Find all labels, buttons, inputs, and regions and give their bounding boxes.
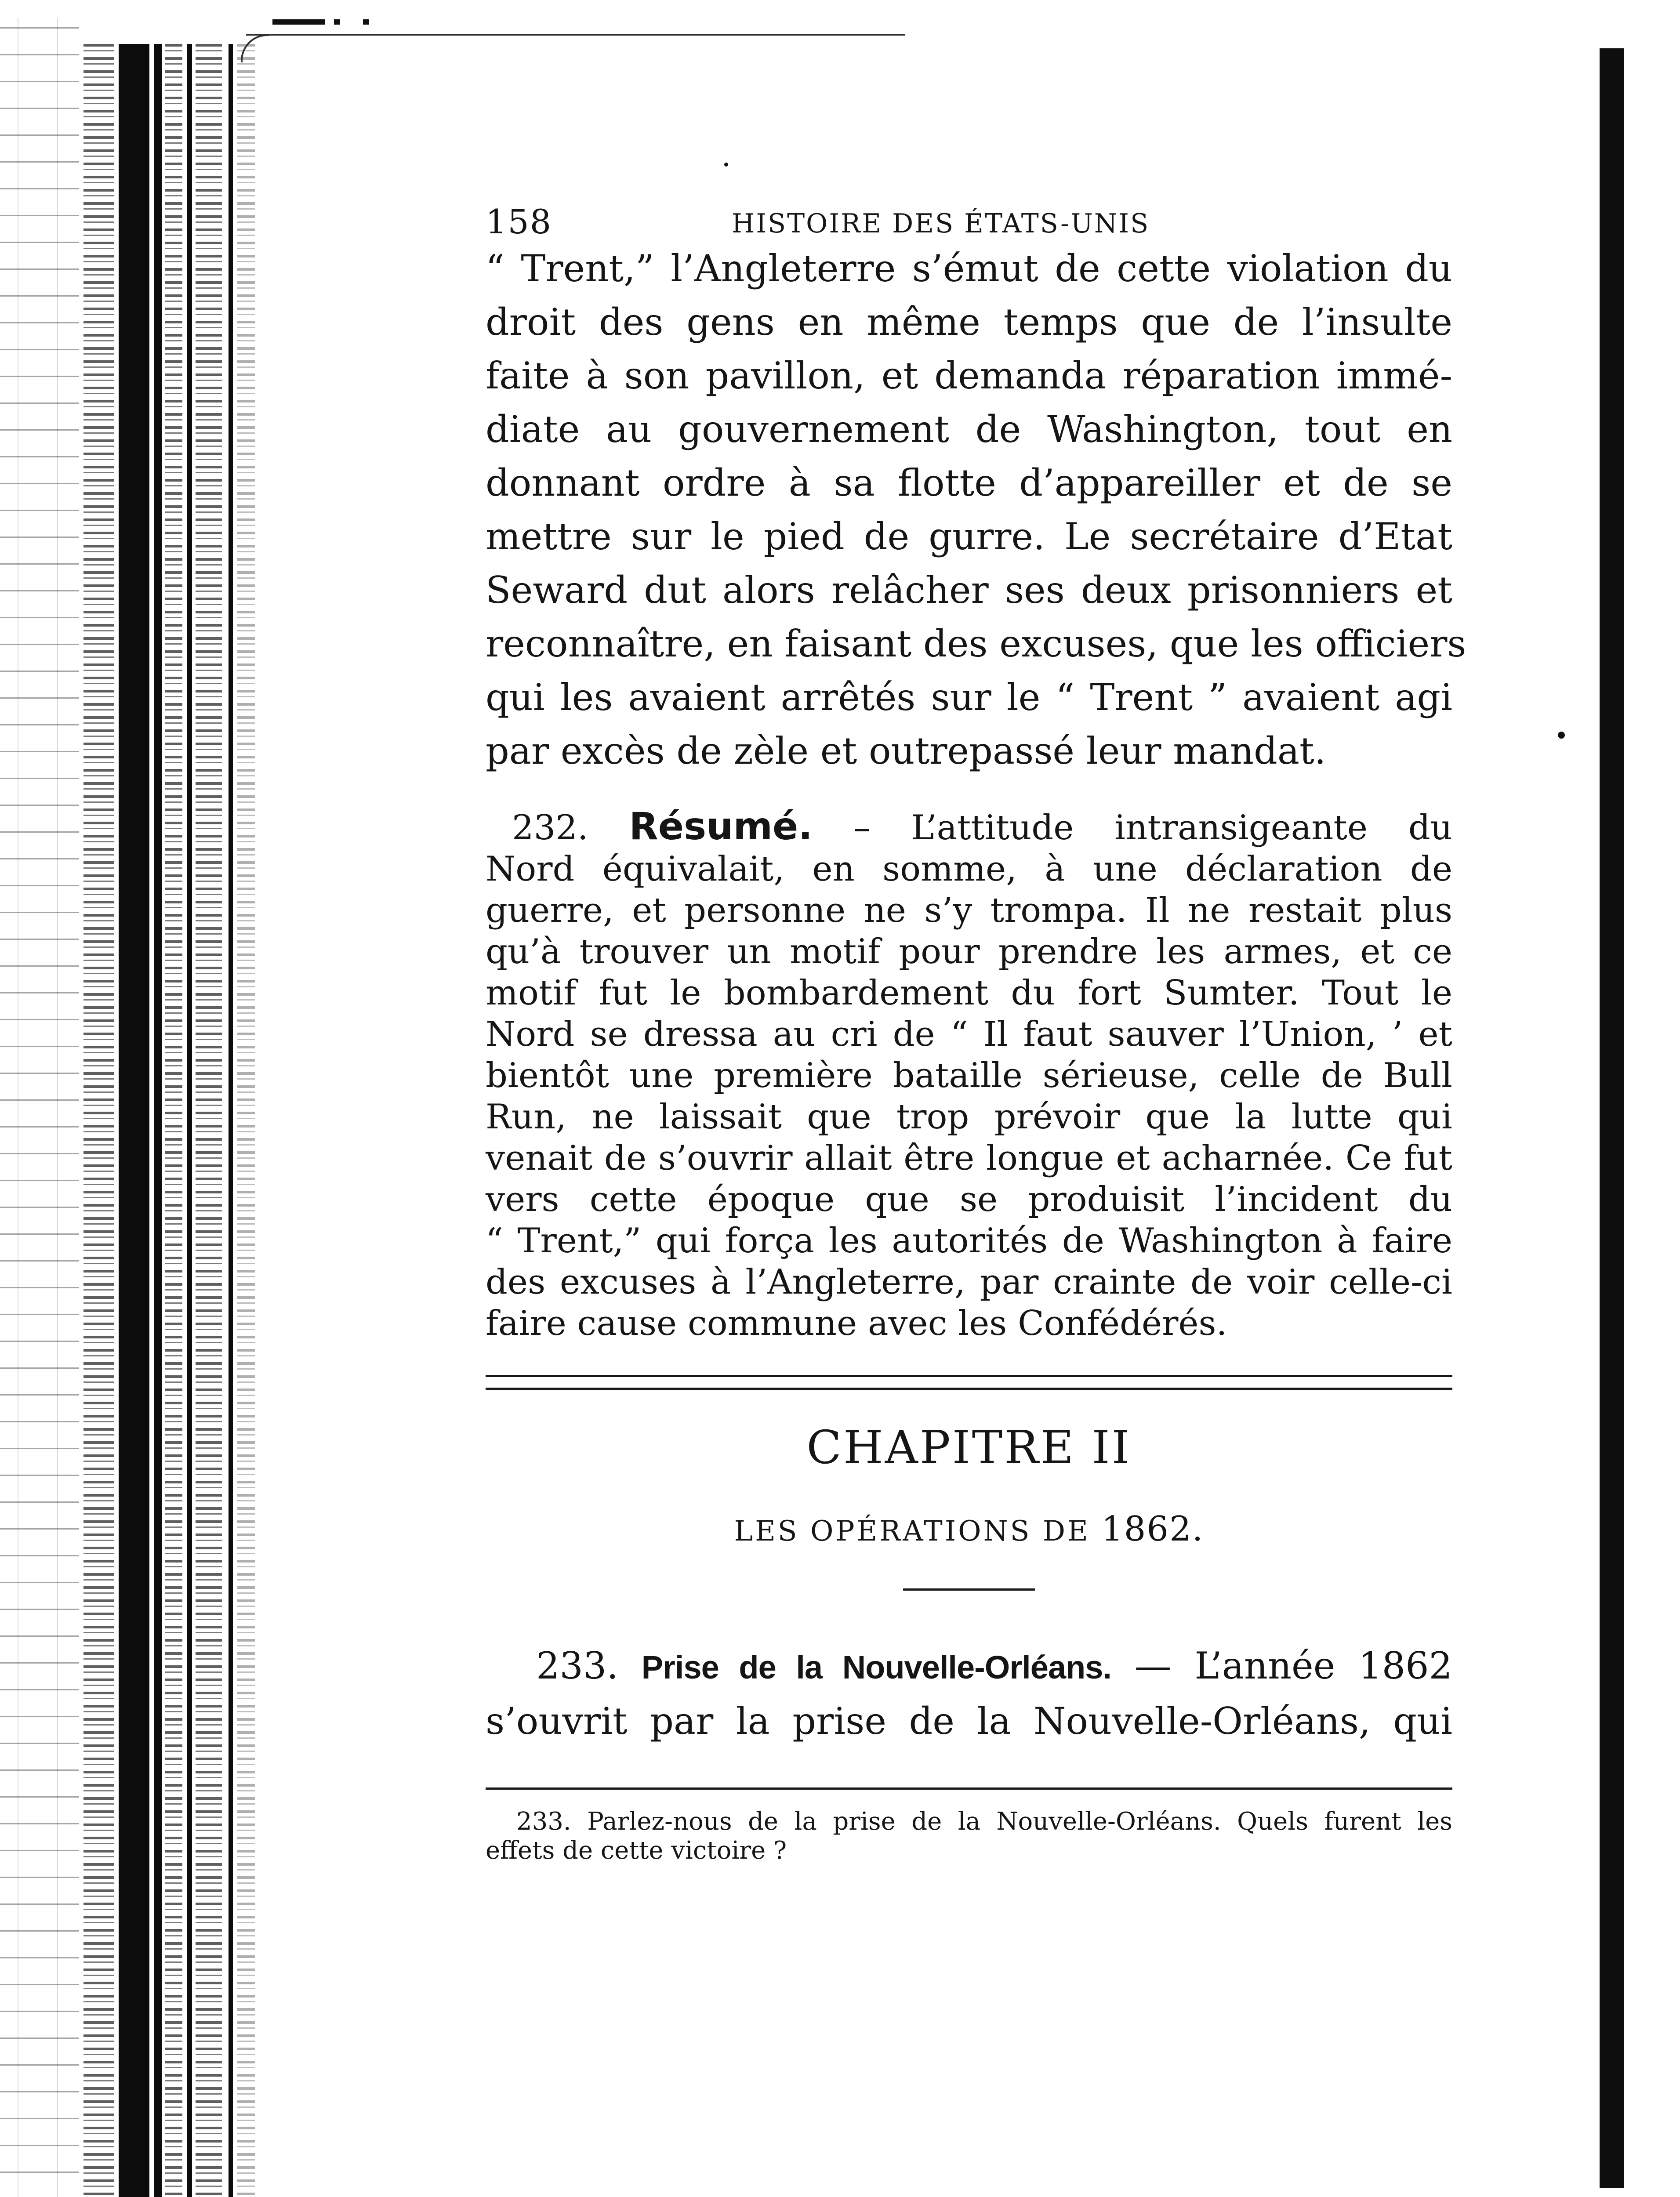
- text-run: – L’attitude intransigeante du: [853, 808, 1453, 848]
- text-line: Run, ne laissait que trop prévoir que la lutte qui: [486, 1097, 1452, 1137]
- resume-paragraph: [486, 806, 1452, 1344]
- short-rule-divider: [903, 1588, 1035, 1591]
- chapter-subtitle-text: LES OPÉRATIONS DE: [734, 1515, 1090, 1548]
- scan-top-edge: [246, 34, 905, 36]
- text-line: bientôt une première bataille sérieuse, celle de Bull: [486, 1056, 1452, 1095]
- text-line: diate au gouvernement de Washington, tout en: [486, 408, 1452, 451]
- text-line: motif fut le bombardement du fort Sumter. Tout le: [486, 973, 1452, 1013]
- scan-right-edge: [1600, 48, 1624, 2188]
- footnote-line: [486, 1807, 1452, 1836]
- text-line: guerre, et personne ne s’y trompa. Il ne restait plus: [486, 891, 1452, 930]
- chapter-year: 1862.: [1101, 1509, 1204, 1549]
- text-line: reconnaître, en faisant des excuses, que les officiers: [486, 622, 1466, 665]
- text-line: qui les avaient arrêtés sur le “ Trent ” avaient agi: [486, 676, 1452, 719]
- section-first-line: [486, 1639, 1452, 1694]
- scan-speck: [1558, 732, 1565, 739]
- scan-top-mark: [334, 19, 340, 25]
- text-line: s’ouvrit par la prise de la Nouvelle-Orléans, qui: [486, 1700, 1452, 1743]
- book-page: [486, 193, 1466, 1865]
- scan-top-mark: [272, 19, 325, 25]
- text-line: mettre sur le pied de gurre. Le secrétaire d’Etat: [486, 515, 1452, 558]
- running-title: HISTOIRE DES ÉTATS-UNIS: [732, 208, 1150, 239]
- text-line: “ Trent,” qui força les autorités de Washington à faire: [486, 1221, 1452, 1261]
- footnote: [486, 1807, 1452, 1865]
- continuation-paragraph: [486, 242, 1466, 778]
- footnote-line: effets de cette victoire ?: [486, 1836, 787, 1865]
- double-rule-divider: [486, 1375, 1452, 1390]
- chapter-title: CHAPITRE II: [806, 1421, 1132, 1474]
- chapter-subtitle: [486, 1509, 1452, 1549]
- section-number: 233.: [536, 1644, 619, 1687]
- scan-page-corner: [241, 34, 269, 62]
- text-line: Nord se dressa au cri de “ Il faut sauver l’Union, ’ et: [486, 1015, 1452, 1054]
- text-line: droit des gens en même temps que de l’insulte: [486, 301, 1452, 344]
- scan-edge-dust: [0, 18, 79, 2197]
- text-line: Nord équivalait, en somme, à une déclaration de: [486, 849, 1452, 889]
- scan-top-mark: [363, 19, 369, 25]
- text-line: venait de s’ouvrir allait être longue et acharnée. Ce fut: [486, 1138, 1452, 1178]
- text-line: des excuses à l’Angleterre, par crainte de voir celle-ci: [486, 1262, 1452, 1302]
- text-line: faite à son pavillon, et demanda réparation immé-: [486, 354, 1452, 397]
- section-heading: Résumé.: [629, 805, 813, 848]
- section-number: 232.: [512, 808, 588, 848]
- text-line: qu’à trouver un motif pour prendre les armes, et ce: [486, 932, 1452, 972]
- scan-binding-edge: [83, 44, 268, 2197]
- footnote-text: Parlez-nous de la prise de la Nouvelle-Orléans. Quels furent les: [587, 1807, 1452, 1836]
- footnote-number: 233.: [516, 1807, 571, 1836]
- text-line: “ Trent,” l’Angleterre s’émut de cette violation du: [486, 247, 1452, 290]
- resume-first-line: [486, 806, 1452, 848]
- text-line: vers cette époque que se produisit l’incident du: [486, 1180, 1452, 1219]
- page-number: 158: [486, 202, 552, 241]
- text-line: faire cause commune avec les Confédérés.: [486, 1304, 1227, 1343]
- section-233-paragraph: [486, 1639, 1452, 1748]
- scan-speck: [724, 163, 728, 167]
- text-line: par excès de zèle et outrepassé leur mandat.: [486, 729, 1326, 772]
- text-run: — L’année 1862: [1134, 1644, 1452, 1687]
- text-line: donnant ordre à sa flotte d’appareiller et de se: [486, 461, 1452, 504]
- footnote-rule: [486, 1787, 1452, 1790]
- section-heading: Prise de la Nouvelle-Orléans.: [641, 1649, 1111, 1686]
- text-line: Seward dut alors relâcher ses deux prisonniers et: [486, 569, 1452, 612]
- running-head: [486, 193, 1452, 242]
